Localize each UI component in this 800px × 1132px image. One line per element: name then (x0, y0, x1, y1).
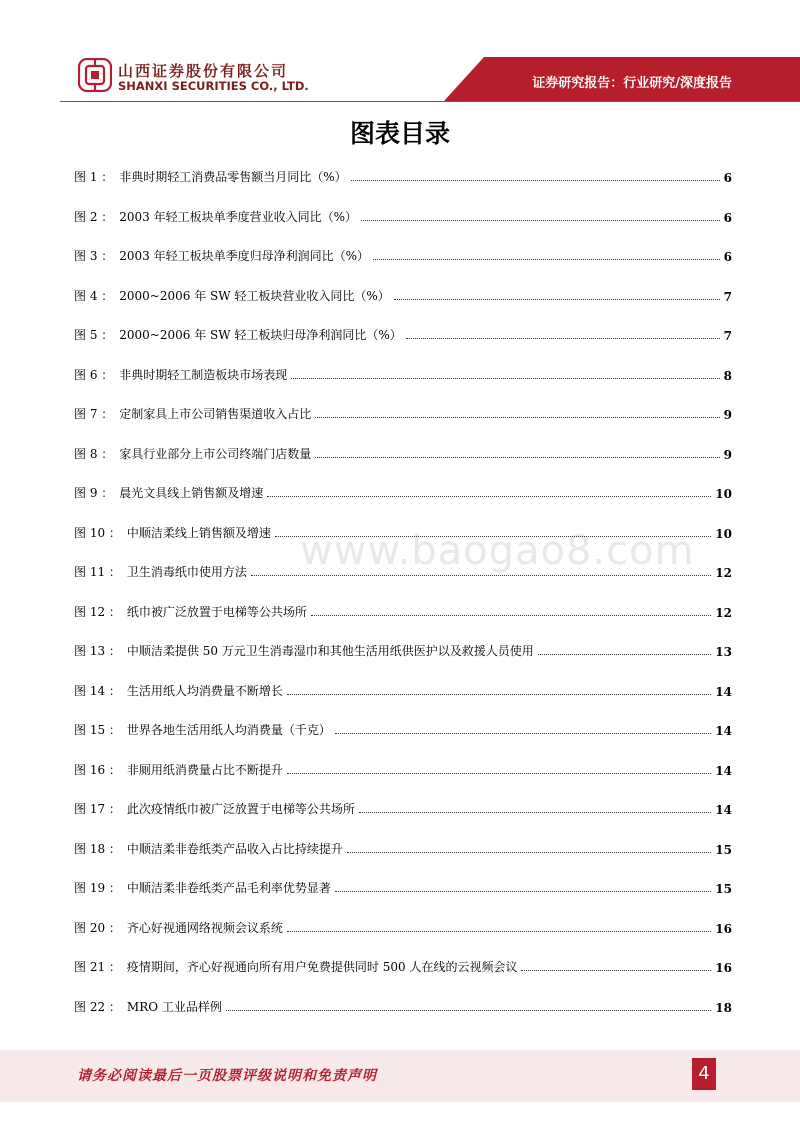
toc-leader-dots (521, 969, 711, 971)
toc-entry[interactable] (74, 837, 732, 857)
toc-page-number: 18 (715, 1000, 732, 1015)
toc-figure-number: 图 2 ： (74, 209, 114, 224)
toc-title: 中顺洁柔提供 50 万元卫生消毒湿巾和其他生活用纸供医护以及救援人员使用 (126, 644, 534, 658)
company-name-cn: 山西证券股份有限公司 (118, 62, 289, 80)
toc-title: 中顺洁柔非卷纸类产品毛利率优势显著 (126, 881, 331, 895)
toc-title: 非厕用纸消费量占比不断提升 (126, 762, 283, 777)
toc-title: MRO 工业品样例 (126, 999, 222, 1014)
toc-leader-dots (538, 653, 711, 655)
toc-page-number: 6 (723, 250, 732, 264)
toc-leader-dots (359, 811, 711, 813)
company-name-en: SHANXI SECURITIES CO., LTD. (118, 79, 309, 93)
toc-leader-dots (335, 732, 711, 734)
toc-leader-dots (315, 416, 719, 418)
toc-entry[interactable] (74, 797, 732, 817)
report-type-label: 证券研究报告：行业研究/深度报告 (532, 76, 732, 91)
toc-page-number: 14 (715, 763, 732, 778)
toc-leader-dots (347, 851, 711, 853)
toc-figure-number: 图 6 ： (74, 367, 114, 382)
toc-entry[interactable] (74, 758, 732, 778)
toc-title: 卫生消毒纸巾使用方法 (126, 565, 247, 579)
toc-entry[interactable] (74, 521, 732, 541)
watermark: www.baogao8.com (300, 528, 695, 574)
toc-page-number: 14 (715, 684, 732, 699)
toc-figure-number: 图 1 ： (74, 170, 114, 184)
toc-figure-number: 图 17 ： (74, 802, 121, 816)
toc-entry[interactable] (74, 995, 732, 1015)
toc-page-number: 16 (715, 961, 732, 975)
toc-page-number: 12 (715, 566, 732, 580)
toc-entry[interactable] (74, 442, 732, 462)
toc-page-number: 6 (723, 210, 732, 225)
toc-page-number: 12 (715, 605, 732, 620)
toc-leader-dots (373, 258, 720, 260)
toc-page-number: 14 (715, 803, 732, 817)
toc-leader-dots (287, 693, 711, 695)
toc-entry[interactable] (74, 679, 732, 699)
toc-page-number: 9 (723, 408, 732, 422)
toc-entry[interactable] (74, 244, 732, 264)
toc-figure-number: 图 4 ： (74, 288, 114, 303)
toc-figure-number: 图 8 ： (74, 446, 114, 461)
header-divider (60, 101, 800, 102)
toc-figure-number: 图 10 ： (74, 525, 121, 540)
toc-title: 2000~2006 年 SW 轻工板块归母净利润同比（%） (119, 328, 402, 342)
toc-entry[interactable] (74, 165, 732, 185)
toc-leader-dots (335, 890, 711, 892)
toc-leader-dots (291, 377, 719, 379)
toc-title: 此次疫情纸巾被广泛放置于电梯等公共场所 (126, 802, 355, 816)
toc-entry[interactable] (74, 876, 732, 896)
toc-figure-number: 图 19 ： (74, 881, 121, 895)
toc-entry[interactable] (74, 205, 732, 225)
toc-page-number: 8 (723, 368, 732, 383)
toc-entry[interactable] (74, 402, 732, 422)
toc-title: 2000~2006 年 SW 轻工板块营业收入同比（%） (119, 288, 390, 303)
toc-figure-number: 图 22 ： (74, 999, 121, 1014)
toc-figure-number: 图 13 ： (74, 644, 121, 658)
toc-leader-dots (287, 772, 711, 774)
toc-entry[interactable] (74, 284, 732, 304)
toc-leader-dots (275, 535, 711, 537)
toc-title: 2003 年轻工板块单季度营业收入同比（%） (119, 209, 358, 224)
toc-entry[interactable] (74, 955, 732, 975)
toc-page-number: 9 (723, 447, 732, 462)
toc-page-number: 15 (715, 882, 732, 896)
toc-title: 2003 年轻工板块单季度归母净利润同比（%） (119, 249, 370, 263)
disclaimer-notice: 请务必阅读最后一页股票评级说明和免责声明 (77, 1068, 377, 1084)
toc-leader-dots (361, 219, 720, 221)
toc-title: 齐心好视通网络视频会议系统 (126, 920, 283, 935)
toc-page-number: 13 (715, 645, 732, 659)
toc-leader-dots (251, 574, 711, 576)
toc-leader-dots (311, 614, 711, 616)
toc-leader-dots (226, 1009, 711, 1011)
toc-page-number: 7 (723, 289, 732, 304)
toc-title: 定制家具上市公司销售渠道收入占比 (119, 407, 312, 421)
toc-title: 疫情期间，齐心好视通向所有用户免费提供同时 500 人在线的云视频会议 (126, 960, 518, 974)
toc-leader-dots (287, 930, 711, 932)
page-number: 4 (692, 1058, 716, 1090)
company-logo-icon (78, 58, 112, 92)
page-title: 图表目录 (349, 119, 450, 148)
toc-title: 世界各地生活用纸人均消费量（千克） (126, 723, 331, 737)
toc-figure-number: 图 15 ： (74, 723, 121, 737)
toc-page-number: 10 (715, 526, 732, 541)
page-header (0, 0, 800, 110)
toc-title: 非典时期轻工制造板块市场表现 (119, 367, 288, 382)
toc-entry[interactable] (74, 560, 732, 580)
toc-figure-number: 图 9 ： (74, 486, 114, 500)
toc-title: 晨光文具线上销售额及增速 (119, 486, 264, 500)
toc-leader-dots (351, 179, 720, 181)
toc-figure-number: 图 21 ： (74, 960, 121, 974)
toc-entry[interactable] (74, 481, 732, 501)
toc-figure-number: 图 16 ： (74, 762, 121, 777)
toc-entry[interactable] (74, 600, 732, 620)
toc-entry[interactable] (74, 323, 732, 343)
toc-figure-number: 图 7 ： (74, 407, 114, 421)
toc-entry[interactable] (74, 718, 732, 738)
toc-page-number: 14 (715, 724, 732, 738)
toc-entry[interactable] (74, 639, 732, 659)
toc-figure-number: 图 12 ： (74, 604, 121, 619)
toc-title: 家具行业部分上市公司终端门店数量 (119, 446, 312, 461)
toc-figure-number: 图 18 ： (74, 841, 121, 856)
toc-title: 纸巾被广泛放置于电梯等公共场所 (126, 604, 307, 619)
toc-figure-number: 图 11 ： (74, 565, 121, 579)
toc-leader-dots (406, 337, 720, 339)
toc-title: 非典时期轻工消费品零售额当月同比（%） (119, 170, 347, 184)
toc-page-number: 10 (715, 487, 732, 501)
toc-leader-dots (394, 298, 720, 300)
toc-entry[interactable] (74, 916, 732, 936)
toc-leader-dots (267, 495, 711, 497)
toc-page-number: 16 (715, 921, 732, 936)
toc-figure-number: 图 3 ： (74, 249, 114, 263)
toc-entry[interactable] (74, 363, 732, 383)
toc-title: 中顺洁柔线上销售额及增速 (126, 525, 271, 540)
toc-figure-number: 图 20 ： (74, 920, 121, 935)
toc-page-number: 15 (715, 842, 732, 857)
toc-figure-number: 图 14 ： (74, 683, 121, 698)
toc-title: 中顺洁柔非卷纸类产品收入占比持续提升 (126, 841, 343, 856)
toc-page-number: 6 (723, 171, 732, 185)
toc-page-number: 7 (723, 329, 732, 343)
toc-leader-dots (315, 456, 719, 458)
toc-title: 生活用纸人均消费量不断增长 (126, 683, 283, 698)
toc-figure-number: 图 5 ： (74, 328, 114, 342)
